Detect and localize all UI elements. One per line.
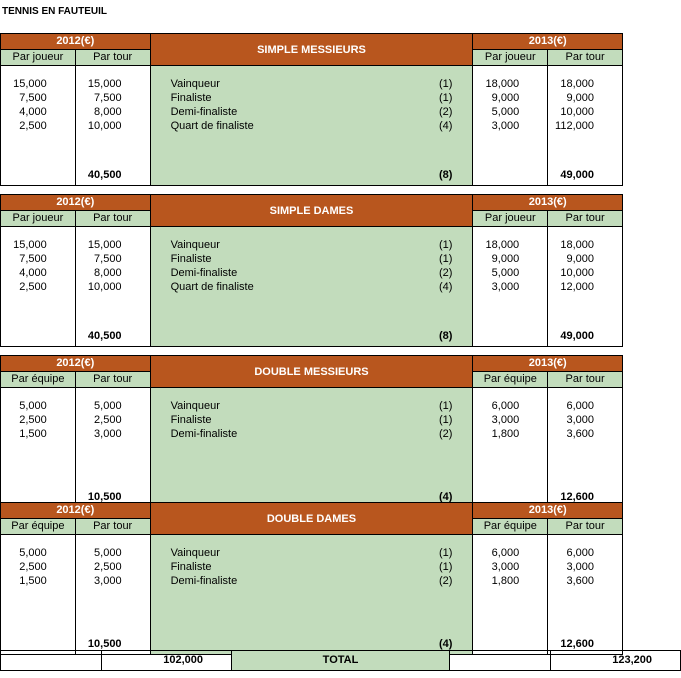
per-unit-2012-cell <box>1 388 76 508</box>
event-title: DOUBLE MESSIEURS <box>150 356 473 388</box>
col-header-per-unit-2012: Par joueur <box>1 50 76 66</box>
per-round-2013-cell <box>548 227 623 347</box>
col-header-per-round-2012: Par tour <box>75 211 150 227</box>
event-title: SIMPLE MESSIEURS <box>150 34 473 66</box>
per-unit-2012-value: 7,500 <box>19 253 47 265</box>
per-unit-2013-value: 18,000 <box>485 239 520 251</box>
per-round-2012-value: 8,000 <box>94 106 122 118</box>
per-round-2013-value: 10,000 <box>560 106 594 118</box>
per-unit-2013-value: 3,000 <box>491 414 520 426</box>
per-unit-2013-value: 9,000 <box>491 92 520 104</box>
total-2013: 12,600 <box>560 638 594 650</box>
total-2012: 10,500 <box>87 638 122 650</box>
round-cell <box>150 535 473 655</box>
round-cell <box>150 66 473 186</box>
per-round-2012-value: 7,500 <box>94 92 122 104</box>
col-header-per-round-2012: Par tour <box>75 372 150 388</box>
col-header-per-unit-2012: Par équipe <box>1 519 76 535</box>
per-round-2012-value: 3,000 <box>94 428 122 440</box>
per-round-2012-value: 3,000 <box>94 575 122 587</box>
col-header-per-round-2012: Par tour <box>75 50 150 66</box>
per-round-2012-value: 15,000 <box>87 239 122 251</box>
round-label: Finaliste <box>170 561 212 573</box>
per-round-2013-value: 3,000 <box>566 414 594 426</box>
per-unit-2012-value: 2,500 <box>19 414 47 426</box>
per-round-2012-value: 15,000 <box>87 78 122 90</box>
per-round-2012-value: 5,000 <box>94 400 122 412</box>
event-title: SIMPLE DAMES <box>150 195 473 227</box>
per-round-2013-value: 18,000 <box>560 239 594 251</box>
per-unit-2013-value: 5,000 <box>491 267 520 279</box>
per-round-2013-value: 3,600 <box>566 575 594 587</box>
per-round-2012-value: 10,000 <box>87 281 122 293</box>
prize-table <box>0 355 623 508</box>
round-count: (1) <box>438 414 453 426</box>
per-unit-2013-value: 1,800 <box>491 575 520 587</box>
per-unit-2013-value: 1,800 <box>491 428 520 440</box>
per-round-2012-cell <box>75 66 150 186</box>
prize-table <box>0 194 623 347</box>
per-round-2012-value: 2,500 <box>94 561 122 573</box>
round-count: (1) <box>438 78 453 90</box>
per-round-2013-value: 3,000 <box>566 561 594 573</box>
round-label: Vainqueur <box>170 239 220 251</box>
col-header-per-round-2013: Par tour <box>548 211 623 227</box>
per-unit-2012-value: 2,500 <box>19 120 47 132</box>
round-label: Demi-finaliste <box>170 428 238 440</box>
round-label: Vainqueur <box>170 547 220 559</box>
total-2012: 40,500 <box>87 330 122 342</box>
year-2012-header: 2012(€) <box>1 34 151 50</box>
total-count: (8) <box>438 169 453 181</box>
per-round-2013-cell <box>548 535 623 655</box>
round-count: (2) <box>438 267 453 279</box>
per-unit-2012-value: 4,000 <box>19 106 47 118</box>
round-label: Finaliste <box>170 253 212 265</box>
per-unit-2012-cell <box>1 535 76 655</box>
total-2013: 49,000 <box>560 330 594 342</box>
per-unit-2012-cell <box>1 66 76 186</box>
per-unit-2012-value: 5,000 <box>19 547 47 559</box>
col-header-per-round-2013: Par tour <box>548 50 623 66</box>
per-round-2012-value: 8,000 <box>94 267 122 279</box>
round-label: Vainqueur <box>170 400 220 412</box>
per-round-2012-value: 2,500 <box>94 414 122 426</box>
per-unit-2012-value: 15,000 <box>13 239 47 251</box>
col-header-per-unit-2013: Par joueur <box>473 211 548 227</box>
round-count: (1) <box>438 547 453 559</box>
grand-total-empty-left <box>1 651 102 671</box>
round-label: Quart de finaliste <box>170 281 254 293</box>
per-round-2013-value: 10,000 <box>560 267 594 279</box>
per-round-2012-cell <box>75 227 150 347</box>
total-2013: 49,000 <box>560 169 594 181</box>
year-2013-header: 2013(€) <box>473 34 623 50</box>
round-count: (4) <box>438 120 453 132</box>
per-unit-2013-value: 3,000 <box>491 561 520 573</box>
col-header-per-round-2013: Par tour <box>548 519 623 535</box>
round-count: (4) <box>438 281 453 293</box>
per-round-2013-value: 12,000 <box>560 281 594 293</box>
per-unit-2013-cell <box>473 535 548 655</box>
year-2013-header: 2013(€) <box>473 356 623 372</box>
event-title: DOUBLE DAMES <box>150 503 473 535</box>
grand-total-label: TOTAL <box>232 651 450 671</box>
col-header-per-unit-2013: Par joueur <box>473 50 548 66</box>
grand-total-empty-right <box>450 651 551 671</box>
per-unit-2013-value: 6,000 <box>491 547 520 559</box>
total-2012: 40,500 <box>87 169 122 181</box>
round-label: Demi-finaliste <box>170 575 238 587</box>
per-round-2012-value: 10,000 <box>87 120 122 132</box>
round-count: (2) <box>438 106 453 118</box>
per-unit-2012-cell <box>1 227 76 347</box>
col-header-per-round-2012: Par tour <box>75 519 150 535</box>
page-title: TENNIS EN FAUTEUIL <box>2 6 108 17</box>
per-round-2013-value: 112,000 <box>555 120 594 132</box>
per-unit-2013-cell <box>473 388 548 508</box>
per-round-2013-value: 6,000 <box>566 400 594 412</box>
round-count: (2) <box>438 575 453 587</box>
per-round-2013-value: 18,000 <box>560 78 594 90</box>
grand-total-2013: 123,200 <box>551 651 681 671</box>
prize-table <box>0 502 623 655</box>
per-round-2013-value: 9,000 <box>566 253 594 265</box>
per-unit-2013-value: 3,000 <box>491 281 520 293</box>
per-round-2013-value: 6,000 <box>566 547 594 559</box>
round-count: (1) <box>438 253 453 265</box>
per-unit-2012-value: 15,000 <box>13 78 47 90</box>
round-label: Finaliste <box>170 92 212 104</box>
total-count: (4) <box>438 638 453 650</box>
round-count: (1) <box>438 92 453 104</box>
col-header-per-unit-2012: Par équipe <box>1 372 76 388</box>
per-unit-2012-value: 7,500 <box>19 92 47 104</box>
prize-table <box>0 33 623 186</box>
per-unit-2012-value: 2,500 <box>19 281 47 293</box>
per-unit-2012-value: 4,000 <box>19 267 47 279</box>
round-label: Quart de finaliste <box>170 120 254 132</box>
per-round-2013-cell <box>548 66 623 186</box>
per-unit-2013-value: 18,000 <box>485 78 520 90</box>
total-2012: 10,500 <box>87 491 122 503</box>
per-round-2012-cell <box>75 388 150 508</box>
round-label: Finaliste <box>170 414 212 426</box>
col-header-per-unit-2013: Par équipe <box>473 372 548 388</box>
per-unit-2013-cell <box>473 66 548 186</box>
col-header-per-unit-2013: Par équipe <box>473 519 548 535</box>
per-unit-2013-value: 3,000 <box>491 120 520 132</box>
col-header-per-round-2013: Par tour <box>548 372 623 388</box>
year-2012-header: 2012(€) <box>1 356 151 372</box>
total-count: (4) <box>438 491 453 503</box>
per-round-2013-value: 9,000 <box>566 92 594 104</box>
grand-total-2012: 102,000 <box>102 651 232 671</box>
year-2012-header: 2012(€) <box>1 195 151 211</box>
total-count: (8) <box>438 330 453 342</box>
year-2013-header: 2013(€) <box>473 195 623 211</box>
year-2012-header: 2012(€) <box>1 503 151 519</box>
per-round-2013-cell <box>548 388 623 508</box>
per-unit-2013-cell <box>473 227 548 347</box>
per-round-2012-cell <box>75 535 150 655</box>
round-label: Demi-finaliste <box>170 106 238 118</box>
round-count: (1) <box>438 239 453 251</box>
per-round-2012-value: 7,500 <box>94 253 122 265</box>
round-count: (2) <box>438 428 453 440</box>
total-2013: 12,600 <box>560 491 594 503</box>
grand-total-row <box>0 650 652 671</box>
round-cell <box>150 227 473 347</box>
round-cell <box>150 388 473 508</box>
year-2013-header: 2013(€) <box>473 503 623 519</box>
per-unit-2013-value: 5,000 <box>491 106 520 118</box>
round-count: (1) <box>438 561 453 573</box>
per-unit-2013-value: 6,000 <box>491 400 520 412</box>
round-count: (1) <box>438 400 453 412</box>
col-header-per-unit-2012: Par joueur <box>1 211 76 227</box>
per-round-2013-value: 3,600 <box>566 428 594 440</box>
per-unit-2012-value: 1,500 <box>19 428 47 440</box>
per-round-2012-value: 5,000 <box>94 547 122 559</box>
per-unit-2012-value: 2,500 <box>19 561 47 573</box>
per-unit-2012-value: 5,000 <box>19 400 47 412</box>
round-label: Vainqueur <box>170 78 220 90</box>
per-unit-2012-value: 1,500 <box>19 575 47 587</box>
round-label: Demi-finaliste <box>170 267 238 279</box>
per-unit-2013-value: 9,000 <box>491 253 520 265</box>
